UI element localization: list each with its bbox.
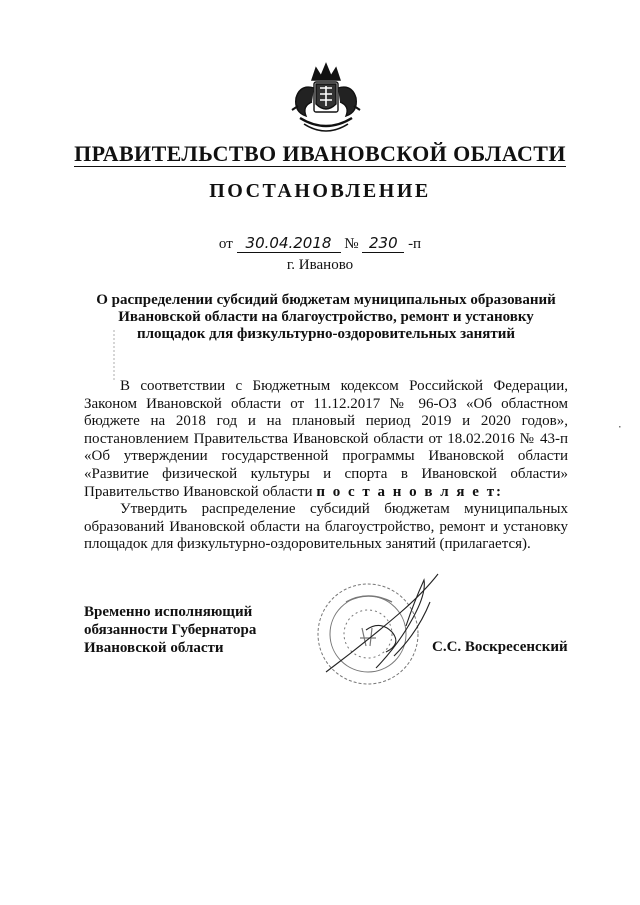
handwritten-signature-icon [306, 572, 442, 688]
subject-line: О распределении субсидий бюджетам муниципальных образований [96, 292, 556, 308]
signer-title-line: Ивановской области [84, 640, 224, 656]
scan-mark [618, 425, 622, 429]
signer-title-line: Временно исполняющий [84, 604, 253, 620]
margin-mark [113, 330, 115, 382]
number-suffix: -п [408, 236, 422, 252]
document-body [84, 378, 568, 554]
signer-title-line: обязанности Губернатора [84, 622, 257, 638]
handwritten-date: 30.04.2018 [237, 234, 341, 253]
subject-line: Ивановской области на благоустройство, ремонт и установку [118, 309, 534, 325]
signer-title [84, 603, 284, 657]
document-subject [86, 292, 566, 343]
handwritten-number: 230 [362, 234, 404, 253]
decision-paragraph: Утвердить распределение субсидий бюджетам муниципальных образований Ивановской области на благоустройство, ремонт и установку площадок для физкультурно-оздоровительных занятий (прилагается). [84, 501, 568, 553]
coat-of-arms-icon [286, 58, 366, 140]
document-type: ПОСТАНОВЛЕНИЕ [209, 180, 431, 202]
preamble-paragraph [84, 378, 568, 501]
preamble-text: В соответствии с Бюджетным кодексом Российской Федерации, Законом Ивановской области от 11.12.2017 № 96-ОЗ «Об областном бюджете на 2018 год и на плановый период 2019 и 2020 годов», постановлением Правительства Ивановской области от 18.02.2016 № 43-п «Об утверждении государственной программы Ивановской области «Развитие физической культуры и спорта в Ивановской области» Правительство Ивановской области [84, 378, 568, 500]
city: г. Иваново [286, 257, 354, 273]
signer-name: С.С. Воскресенский [432, 639, 568, 655]
date-prefix: от [218, 236, 233, 252]
date-number-row [100, 234, 540, 253]
government-title: ПРАВИТЕЛЬСТВО ИВАНОВСКОЙ ОБЛАСТИ [74, 141, 566, 166]
decree-word: п о с т а н о в л я е т: [316, 483, 504, 500]
number-sign: № [344, 236, 359, 252]
subject-line: площадок для физкультурно-оздоровительных занятий [136, 326, 516, 342]
